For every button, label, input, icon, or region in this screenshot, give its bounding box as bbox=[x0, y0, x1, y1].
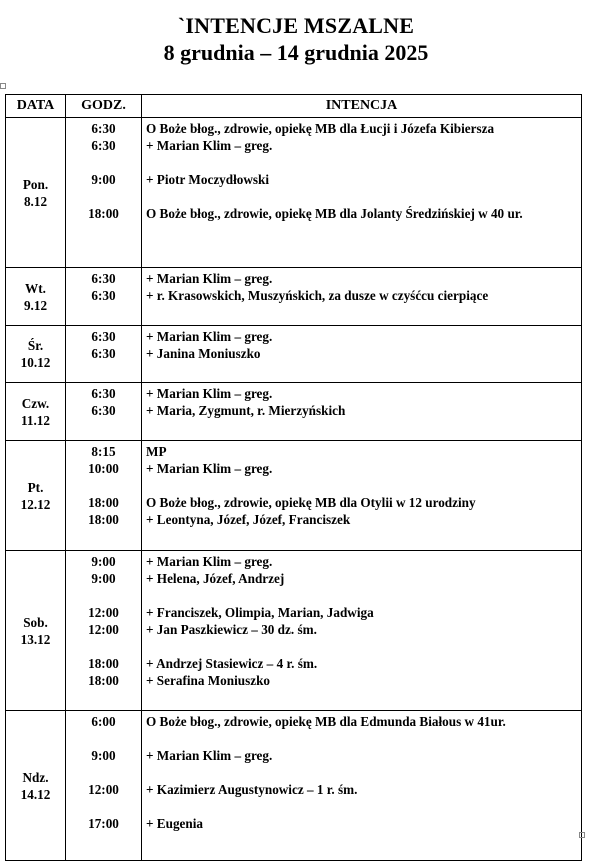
mass-time bbox=[66, 798, 141, 815]
intention-text bbox=[142, 730, 581, 747]
day-date: 14.12 bbox=[20, 786, 51, 802]
intention-text: + Marian Klim – greg. bbox=[146, 386, 273, 401]
mass-time bbox=[66, 587, 141, 604]
time-cell bbox=[66, 326, 142, 383]
intention-text: + r. Krasowskich, Muszyńskich, za dusze w czyśćcu cierpiące bbox=[146, 288, 489, 303]
intentions-table bbox=[5, 94, 582, 861]
mass-time: 9:00 bbox=[91, 554, 116, 569]
mass-time: 12:00 bbox=[88, 605, 119, 620]
mass-time bbox=[66, 764, 141, 781]
table-header-row bbox=[6, 95, 582, 118]
mass-time: 10:00 bbox=[88, 461, 119, 476]
mass-time bbox=[66, 638, 141, 655]
time-cell bbox=[66, 268, 142, 326]
intention-text: O Boże błog., zdrowie, opiekę MB dla Otylii w 12 urodziny bbox=[146, 495, 476, 510]
mass-time: 9:00 bbox=[91, 172, 116, 187]
mass-time: 18:00 bbox=[88, 206, 119, 221]
mass-time: 17:00 bbox=[88, 816, 119, 831]
day-row bbox=[6, 326, 582, 383]
day-name: Pt. bbox=[27, 479, 44, 495]
day-name: Śr. bbox=[27, 338, 44, 353]
header-time: GODZ. bbox=[66, 95, 142, 118]
day-date: 11.12 bbox=[21, 412, 50, 428]
intention-text: + Eugenia bbox=[146, 816, 203, 831]
intention-text: + Kazimierz Augustynowicz – 1 r. śm. bbox=[146, 782, 358, 797]
intention-text: + Serafina Moniuszko bbox=[146, 673, 271, 688]
intention-text bbox=[142, 188, 581, 205]
time-cell bbox=[66, 383, 142, 441]
intention-text: + Marian Klim – greg. bbox=[146, 461, 273, 476]
page-title: `INTENCJE MSZALNE bbox=[177, 13, 415, 38]
mass-time: 9:00 bbox=[91, 571, 116, 586]
intention-cell bbox=[142, 268, 582, 326]
intention-text: + Marian Klim – greg. bbox=[146, 748, 273, 763]
intention-text: + Maria, Zygmunt, r. Mierzyńskich bbox=[146, 403, 346, 418]
intention-text: + Janina Moniuszko bbox=[146, 346, 261, 361]
day-row bbox=[6, 551, 582, 711]
day-name: Czw. bbox=[21, 395, 50, 411]
time-cell bbox=[66, 711, 142, 861]
intention-text bbox=[142, 477, 581, 494]
intention-text bbox=[142, 798, 581, 815]
page-subtitle: 8 grudnia – 14 grudnia 2025 bbox=[163, 40, 429, 65]
day-cell bbox=[6, 441, 66, 551]
intention-text bbox=[142, 764, 581, 781]
day-row bbox=[6, 118, 582, 268]
day-cell bbox=[6, 326, 66, 383]
intention-cell bbox=[142, 118, 582, 268]
day-row bbox=[6, 441, 582, 551]
mass-time: 6:30 bbox=[91, 386, 116, 401]
day-cell bbox=[6, 118, 66, 268]
mass-time: 18:00 bbox=[88, 656, 119, 671]
mass-time: 18:00 bbox=[88, 673, 119, 688]
mass-time: 9:00 bbox=[91, 748, 116, 763]
intention-text: + Franciszek, Olimpia, Marian, Jadwiga bbox=[146, 605, 374, 620]
intention-cell bbox=[142, 383, 582, 441]
mass-time: 6:30 bbox=[91, 288, 116, 303]
intention-text: + Marian Klim – greg. bbox=[146, 138, 273, 153]
day-date: 9.12 bbox=[23, 297, 48, 313]
intention-text: + Helena, Józef, Andrzej bbox=[146, 571, 285, 586]
mass-time bbox=[66, 188, 141, 205]
day-row bbox=[6, 268, 582, 326]
day-date: 10.12 bbox=[20, 355, 51, 370]
mass-time: 18:00 bbox=[88, 512, 119, 527]
intention-text: + Marian Klim – greg. bbox=[146, 329, 273, 344]
intention-text bbox=[142, 587, 581, 604]
intention-text: O Boże błog., zdrowie, opiekę MB dla Edmunda Białous w 41ur. bbox=[146, 714, 506, 729]
intention-cell bbox=[142, 551, 582, 711]
mass-time bbox=[66, 730, 141, 747]
day-date: 12.12 bbox=[20, 496, 51, 512]
table-anchor-marker bbox=[0, 83, 6, 89]
intention-text: + Jan Paszkiewicz – 30 dz. śm. bbox=[146, 622, 317, 637]
time-cell bbox=[66, 118, 142, 268]
intention-text: O Boże błog., zdrowie, opiekę MB dla Jolanty Średzińskiej w 40 ur. bbox=[146, 206, 523, 221]
header-date: DATA bbox=[6, 95, 66, 118]
day-row bbox=[6, 383, 582, 441]
intention-text bbox=[142, 832, 581, 849]
day-date: 8.12 bbox=[23, 193, 48, 209]
intention-text: MP bbox=[146, 444, 167, 459]
mass-time: 6:30 bbox=[91, 138, 116, 153]
mass-time: 6:30 bbox=[91, 329, 116, 344]
mass-time: 6:30 bbox=[91, 271, 116, 286]
intention-cell bbox=[142, 326, 582, 383]
intention-text bbox=[142, 638, 581, 655]
time-cell bbox=[66, 441, 142, 551]
day-name: Sob. bbox=[23, 614, 48, 630]
day-cell bbox=[6, 383, 66, 441]
intention-cell bbox=[142, 441, 582, 551]
mass-time bbox=[66, 832, 141, 849]
table-body bbox=[6, 118, 582, 861]
day-date: 13.12 bbox=[20, 631, 51, 647]
mass-time: 6:30 bbox=[91, 346, 116, 361]
time-cell bbox=[66, 551, 142, 711]
intention-text: + Marian Klim – greg. bbox=[146, 271, 273, 286]
mass-time: 12:00 bbox=[88, 622, 119, 637]
mass-time: 12:00 bbox=[88, 782, 119, 797]
day-cell bbox=[6, 711, 66, 861]
day-name: Pon. bbox=[22, 176, 49, 192]
mass-time: 18:00 bbox=[88, 495, 119, 510]
intention-cell bbox=[142, 711, 582, 861]
mass-time: 8:15 bbox=[91, 444, 116, 459]
mass-time bbox=[66, 154, 141, 171]
intention-text: O Boże błog., zdrowie, opiekę MB dla Łucji i Józefa Kibiersza bbox=[146, 121, 495, 136]
day-cell bbox=[6, 268, 66, 326]
intention-text bbox=[142, 154, 581, 171]
mass-time: 6:30 bbox=[91, 121, 116, 136]
mass-time: 6:00 bbox=[91, 714, 116, 729]
header-intention: INTENCJA bbox=[142, 95, 582, 118]
intention-text: + Marian Klim – greg. bbox=[146, 554, 273, 569]
day-name: Wt. bbox=[25, 280, 46, 296]
mass-time bbox=[66, 477, 141, 494]
mass-time: 6:30 bbox=[91, 403, 116, 418]
day-cell bbox=[6, 551, 66, 711]
intention-text: + Andrzej Stasiewicz – 4 r. śm. bbox=[146, 656, 318, 671]
day-name: Ndz. bbox=[22, 769, 49, 785]
day-row bbox=[6, 711, 582, 861]
intention-text: + Piotr Moczydłowski bbox=[146, 172, 270, 187]
intention-text: + Leontyna, Józef, Józef, Franciszek bbox=[146, 512, 351, 527]
table-end-marker bbox=[579, 832, 585, 838]
